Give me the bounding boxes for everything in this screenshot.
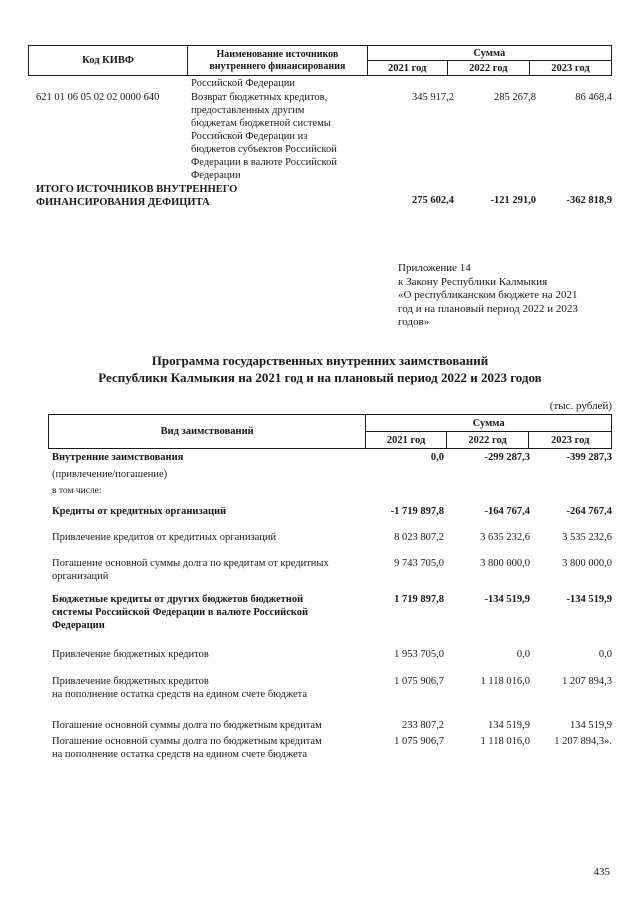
t2-row-7-value-2023: 0,0	[598, 649, 612, 660]
t2-row-0-value-2022: -299 287,3	[484, 452, 530, 463]
appendix-note: Приложение 14 к Закону Республики Калмыкия «О республиканском бюджете на 2021 год и на плановый период 2022 и 2023 годов»	[398, 262, 578, 328]
t1-total-value-2023: -362 818,9	[566, 195, 612, 206]
t2-row-7-value-2022: 0,0	[516, 649, 530, 660]
t1-header-sum: Сумма	[367, 46, 611, 61]
t2-row-6-value-2022: -134 519,9	[484, 594, 530, 605]
t2-row-9-value-2021: 233 807,2	[402, 720, 444, 731]
t2-row-10-value-2022: 1 118 016,0	[480, 736, 530, 747]
t1-row-value-2023: 86 468,4	[575, 92, 612, 103]
t2-row-3-value-2023: -264 767,4	[566, 506, 612, 517]
t1-row-code: 621 01 06 05 02 02 0000 640	[36, 92, 160, 103]
t2-row-3-label: Кредиты от кредитных организаций	[52, 506, 227, 517]
t2-row-8-value-2023: 1 207 894,3	[562, 676, 612, 687]
t1-row-value-2021: 345 917,2	[412, 92, 454, 103]
t2-row-8-value-2021: 1 075 906,7	[394, 676, 444, 687]
t2-header-year-2021: 2021 год	[366, 432, 447, 449]
t1-header-name: Наименование источников внутреннего финансирования	[188, 46, 368, 76]
t2-row-10-label: Погашение основной суммы долга по бюджетным кредитам на пополнение остатка средств на едином счете бюджета	[52, 736, 322, 760]
t2-row-4-label: Привлечение кредитов от кредитных организаций	[52, 532, 277, 543]
t2-header-year-2023: 2023 год	[529, 432, 612, 449]
t1-cont-line: Российской Федерации	[191, 78, 295, 89]
t2-row-10-value-2021: 1 075 906,7	[394, 736, 444, 747]
t1-header-year-2021: 2021 год	[367, 61, 447, 76]
t2-row-9-label: Погашение основной суммы долга по бюджетным кредитам	[52, 720, 322, 731]
t2-row-8-value-2022: 1 118 016,0	[480, 676, 530, 687]
page-title: Программа государственных внутренних заимствований Республики Калмыкия на 2021 год и на плановый период 2022 и 2023 годов	[98, 353, 542, 385]
t2-row-0-value-2023: -399 287,3	[566, 452, 612, 463]
t1-total-label: ИТОГО ИСТОЧНИКОВ ВНУТРЕННЕГО ФИНАНСИРОВАНИЯ ДЕФИЦИТА	[36, 184, 238, 208]
t2-row-5-value-2021: 9 743 705,0	[394, 558, 444, 569]
t2-row-4-value-2023: 3 535 232,6	[562, 532, 612, 543]
t2-row-9-value-2023: 134 519,9	[570, 720, 612, 731]
t1-header-year-2023: 2023 год	[529, 61, 611, 76]
t1-row-name: Возврат бюджетных кредитов, предоставленных другим бюджетам бюджетной системы Российской Федерации из бюджетов субъектов Российской Федерации в валюте Российской Федерации	[191, 92, 337, 181]
table1-header	[28, 45, 612, 76]
t2-row-3-value-2021: -1 719 897,8	[390, 506, 444, 517]
t2-row-0-value-2021: 0,0	[430, 452, 444, 463]
units-label: (тыс. рублей)	[549, 400, 612, 412]
t2-row-10-value-2023: 1 207 894,3».	[554, 736, 612, 747]
t2-row-1-label: (привлечение/погашение)	[52, 469, 168, 480]
t2-row-7-value-2021: 1 953 705,0	[394, 649, 444, 660]
t2-row-6-value-2023: -134 519,9	[566, 594, 612, 605]
t2-row-6-value-2021: 1 719 897,8	[394, 594, 444, 605]
t1-header-year-2022: 2022 год	[447, 61, 529, 76]
t2-row-6-label: Бюджетные кредиты от других бюджетов бюджетной системы Российской Федерации в валюте Российской Федерации	[52, 594, 309, 631]
table2-header	[48, 414, 612, 449]
t2-row-2-label: в том числе:	[52, 486, 102, 496]
t2-row-4-value-2022: 3 635 232,6	[480, 532, 530, 543]
t2-header-sum: Сумма	[366, 415, 612, 432]
t2-row-8-label: Привлечение бюджетных кредитов на пополнение остатка средств на едином счете бюджета	[52, 676, 307, 700]
t2-header-kind: Вид заимствований	[49, 415, 366, 449]
t2-row-4-value-2021: 8 023 807,2	[394, 532, 444, 543]
t2-row-0-label: Внутренние заимствования	[52, 452, 184, 463]
t2-row-7-label: Привлечение бюджетных кредитов	[52, 649, 209, 660]
t2-row-5-value-2022: 3 800 000,0	[480, 558, 530, 569]
t2-row-5-value-2023: 3 800 000,0	[562, 558, 612, 569]
t2-row-5-label: Погашение основной суммы долга по кредитам от кредитных организаций	[52, 558, 329, 582]
t1-header-code: Код КИВФ	[29, 46, 188, 76]
page-number: 435	[593, 866, 610, 878]
t2-header-year-2022: 2022 год	[446, 432, 529, 449]
t1-total-value-2021: 275 602,4	[412, 195, 454, 206]
t1-row-value-2022: 285 267,8	[494, 92, 536, 103]
t2-row-9-value-2022: 134 519,9	[488, 720, 530, 731]
t2-row-3-value-2022: -164 767,4	[484, 506, 530, 517]
t1-total-value-2022: -121 291,0	[490, 195, 536, 206]
